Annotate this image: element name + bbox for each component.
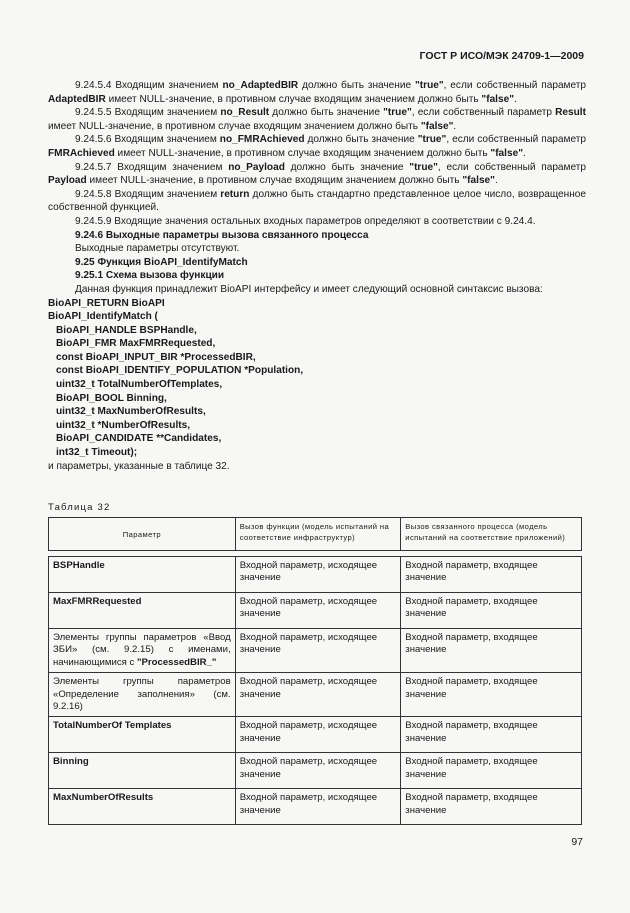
- table-header-row: [49, 518, 582, 551]
- code-line: BioAPI_HANDLE BSPHandle,: [56, 324, 197, 336]
- code-line: BioAPI_BOOL Binning,: [56, 392, 167, 404]
- table-caption: Таблица 32: [48, 502, 111, 513]
- paragraph-9-24-5-7: 9.24.5.7 Входящим значением no_Payload должно быть значение "true", если собственный параметр Payload имеет NULL-значение, в противном случае входящим значением должно быть "false".: [48, 161, 587, 187]
- section-heading-9-25-1: 9.25.1 Схема вызова функции: [75, 270, 225, 282]
- code-line: BioAPI_RETURN BioAPI: [48, 297, 165, 309]
- linked-cell: Входной параметр, входящее значение: [401, 717, 582, 753]
- code-line: uint32_t TotalNumberOfTemplates,: [56, 379, 223, 391]
- param-cell: TotalNumberOf Templates: [49, 717, 236, 753]
- code-line: const BioAPI_INPUT_BIR *ProcessedBIR,: [56, 351, 256, 363]
- linked-cell: Входной параметр, входящее значение: [401, 789, 582, 825]
- code-line: BioAPI_IdentifyMatch (: [48, 311, 158, 323]
- code-line: BioAPI_CANDIDATE **Candidates,: [56, 433, 222, 445]
- paragraph-9-24-5-6: 9.24.5.6 Входящим значением no_FMRAchieved должно быть значение "true", если собственный параметр FMRAchieved имеет NULL-значение, в противном случае входящим значением должно быть "false".: [48, 134, 586, 159]
- after-code-text: и параметры, указанные в таблице 32.: [48, 460, 230, 472]
- code-line: uint32_t *NumberOfResults,: [56, 419, 191, 431]
- standard-header: ГОСТ Р ИСО/МЭК 24709-1—2009: [419, 50, 584, 62]
- param-cell: MaxFMRRequested: [49, 593, 236, 629]
- table-row: [49, 753, 582, 789]
- parameters-table: [48, 517, 582, 825]
- param-cell: Binning: [49, 753, 236, 789]
- code-line: BioAPI_FMR MaxFMRRequested,: [56, 338, 216, 350]
- syntax-intro-text: Данная функция принадлежит BioAPI интерфейсу и имеет следующий основной синтаксис вызова:: [75, 283, 543, 295]
- header-linked-process: Вызов связанного процесса (модель испытаний на соответствие приложений): [401, 518, 582, 551]
- call-cell: Входной параметр, исходящее значение: [235, 789, 401, 825]
- body-text: [48, 79, 586, 473]
- table-row: [49, 557, 582, 593]
- table-row: [49, 673, 582, 717]
- code-line: const BioAPI_IDENTIFY_POPULATION *Population,: [56, 365, 304, 377]
- table-row: [49, 593, 582, 629]
- code-line: uint32_t MaxNumberOfResults,: [56, 406, 206, 418]
- code-line: int32_t Timeout);: [56, 447, 138, 459]
- linked-cell: Входной параметр, входящее значение: [401, 557, 582, 593]
- call-cell: Входной параметр, исходящее значение: [235, 557, 401, 593]
- linked-cell: Входной параметр, входящее значение: [401, 753, 582, 789]
- section-heading-9-25: 9.25 Функция BioAPI_IdentifyMatch: [75, 256, 248, 268]
- header-parameter: Параметр: [49, 518, 236, 551]
- linked-cell: Входной параметр, входящее значение: [401, 593, 582, 629]
- call-cell: Входной параметр, исходящее значение: [235, 673, 401, 717]
- table-row: [49, 789, 582, 825]
- param-cell: BSPHandle: [49, 557, 236, 593]
- paragraph-9-24-5-4: 9.24.5.4 Входящим значением no_AdaptedBIR должно быть значение "true", если собственный параметр AdaptedBIR имеет NULL-значение, в противном случае входящим значением должно быть "false".: [48, 80, 587, 105]
- call-cell: Входной параметр, исходящее значение: [235, 593, 401, 629]
- section-heading-9-24-6: 9.24.6 Выходные параметры вызова связанного процесса: [75, 229, 369, 241]
- table-row: [49, 629, 582, 673]
- linked-cell: Входной параметр, входящее значение: [401, 629, 582, 673]
- page-number: 97: [571, 836, 583, 848]
- call-cell: Входной параметр, исходящее значение: [235, 629, 401, 673]
- paragraph-9-24-5-8: 9.24.5.8 Входящим значением return должно быть стандартно представленное целое число, возвращенное собственной функцией.: [48, 188, 586, 214]
- paragraph-9-24-5-5: 9.24.5.5 Входящим значением no_Result должно быть значение "true", если собственный параметр Result имеет NULL-значение, в противном случае входящим значением должно быть "false".: [48, 107, 586, 132]
- param-cell: Элементы группы параметров «Ввод ЗБИ» (см. 9.2.15) с именами, начинающимися с "ProcessedBIR_": [49, 629, 236, 673]
- table-row: [49, 717, 582, 753]
- call-cell: Входной параметр, исходящее значение: [235, 717, 401, 753]
- param-cell: MaxNumberOfResults: [49, 789, 236, 825]
- call-cell: Входной параметр, исходящее значение: [235, 753, 401, 789]
- paragraph-9-24-5-9: 9.24.5.9 Входящие значения остальных входных параметров определяют в соответствии с 9.24.4.: [75, 215, 536, 227]
- no-output-params-text: Выходные параметры отсутствуют.: [75, 243, 240, 255]
- linked-cell: Входной параметр, входящее значение: [401, 673, 582, 717]
- header-function-call: Вызов функции (модель испытаний на соответствие инфраструктур): [235, 518, 401, 551]
- param-cell: Элементы группы параметров «Определение заполнения» (см. 9.2.16): [49, 673, 236, 717]
